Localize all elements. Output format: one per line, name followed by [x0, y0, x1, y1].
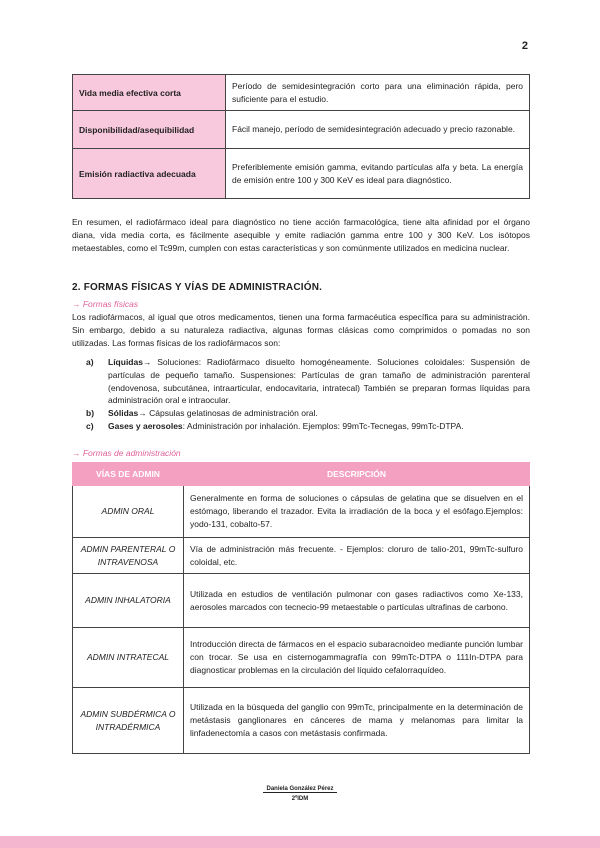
route-cell: ADMIN INTRATECAL: [73, 628, 184, 688]
description-cell: Introducción directa de fármacos en el espacio subaracnoideo mediante punción lumbar con trocar. Se usa en cisternogammagrafía con 99mTc-DTPA o 111In-DTPA para diagnosticar problemas en la circulación del líquido cefalorraquídeo.: [184, 628, 530, 688]
description-cell: Vía de administración más frecuente. - Ejemplos: cloruro de talio-201, 99mTc-sulfuro coloidal, etc.: [184, 538, 530, 574]
form-text: : Administración por inhalación. Ejemplos: 99mTc-Tecnegas, 99mTc-DTPA.: [182, 420, 464, 431]
list-letter: b): [86, 408, 95, 418]
course-code: 2ºIDM: [291, 796, 309, 802]
table-row: [73, 149, 530, 199]
table-row: [73, 538, 530, 574]
form-name: Sólidas: [108, 408, 139, 418]
route-cell: ADMIN PARENTERAL O INTRAVENOSA: [73, 538, 184, 574]
page-number: 2: [521, 40, 528, 52]
form-name: Líquidas: [108, 357, 143, 367]
list-item: [72, 356, 530, 407]
table-row: [73, 75, 530, 111]
route-cell: ADMIN INHALATORIA: [73, 574, 184, 628]
subtitle-physical-forms: → Formas físicas: [72, 299, 139, 309]
description-cell: Utilizada en la búsqueda del ganglio con 99mTc, principalmente en la determinación de metástasis ganglionares en cánceres de mama y melanomas para limitar la linfadenectomía a casos con metástasis confirmada.: [184, 688, 530, 754]
section-title: 2. FORMAS FÍSICAS Y VÍAS DE ADMINISTRACIÓN.: [72, 282, 323, 293]
property-text: Preferiblemente emisión gamma, evitando partículas alfa y beta. La energía de emisión entre 100 y 300 KeV es ideal para diagnóstico.: [226, 149, 530, 199]
form-text: → Cápsulas gelatinosas de administración oral.: [138, 408, 318, 418]
list-letter: c): [86, 420, 94, 431]
table-row: [73, 111, 530, 149]
route-cell: ADMIN ORAL: [73, 486, 184, 538]
table-row: [73, 688, 530, 754]
table-row: [73, 628, 530, 688]
header-description: DESCRIPCIÓN: [184, 463, 530, 486]
property-text: Fácil manejo, período de semidesintegración adecuado y precio razonable.: [226, 111, 530, 149]
admin-table: [72, 462, 530, 754]
property-text: Período de semidesintegración corto para una eliminación rápida, pero suficiente para el estudio.: [226, 75, 530, 111]
forms-list: [72, 356, 530, 433]
property-label: Vida media efectiva corta: [73, 75, 226, 111]
subtitle-administration: → Formas de administración: [72, 448, 181, 458]
list-item: [72, 420, 530, 433]
author-name: Daniela González Pérez: [263, 786, 336, 793]
intro-paragraph: Los radiofármacos, al igual que otros medicamentos, tienen una forma farmacéutica específica para su administración. Sin embargo, debido a su naturaleza radiactiva, algunas formas clásicas como comprimidos o pomadas no son utilizadas. Las formas físicas de los radiofármacos son:: [72, 312, 530, 348]
summary-paragraph: En resumen, el radiofármaco ideal para diagnóstico no tiene acción farmacológica, tiene alta afinidad por el órgano diana, vida media corta, es fácilmente asequible y emite radiación gamma entre 100 y 300 KeV. Los isótopos metaestables, como el Tc99m, cumplen con estas características y son comúnmente utilizados en medicina nuclear.: [72, 217, 530, 253]
properties-table: [72, 74, 530, 199]
bottom-decorative-bar: [0, 836, 600, 848]
description-cell: Generalmente en forma de soluciones o cápsulas de gelatina que se disuelven en el estómago, liberando el trazador. Evita la irradiación de la boca y el esófago.Ejemplos: yodo-131, cobalto-57.: [184, 486, 530, 538]
header-routes: VÍAS DE ADMIN: [73, 463, 184, 486]
list-item: [72, 407, 530, 420]
route-cell: ADMIN SUBDÉRMICA O INTRADÉRMICA: [73, 688, 184, 754]
table-row: [73, 486, 530, 538]
description-cell: Utilizada en estudios de ventilación pulmonar con gases radiactivos como Xe-133, aerosoles marcados con tecnecio-99 metaestable o partículas ultrafinas de carbono.: [184, 574, 530, 628]
list-letter: a): [86, 357, 94, 367]
footer: [0, 786, 600, 802]
table-row: [73, 574, 530, 628]
table-header-row: [73, 463, 530, 486]
property-label: Emisión radiactiva adecuada: [73, 149, 226, 199]
form-name: Gases y aerosoles: [108, 420, 183, 431]
form-text: → Soluciones: Radiofármaco disuelto homogéneamente. Soluciones coloidales: Suspensión de partículas de pequeño tamaño. Suspensiones: Partículas de gran tamaño de administración parenteral (endovenosa, subcutánea, intraarticular, endocavitaria, intratecal) También se preparan formas líquidas para administración oral e intraocular.: [108, 357, 530, 406]
property-label: Disponibilidad/asequibilidad: [73, 111, 226, 149]
